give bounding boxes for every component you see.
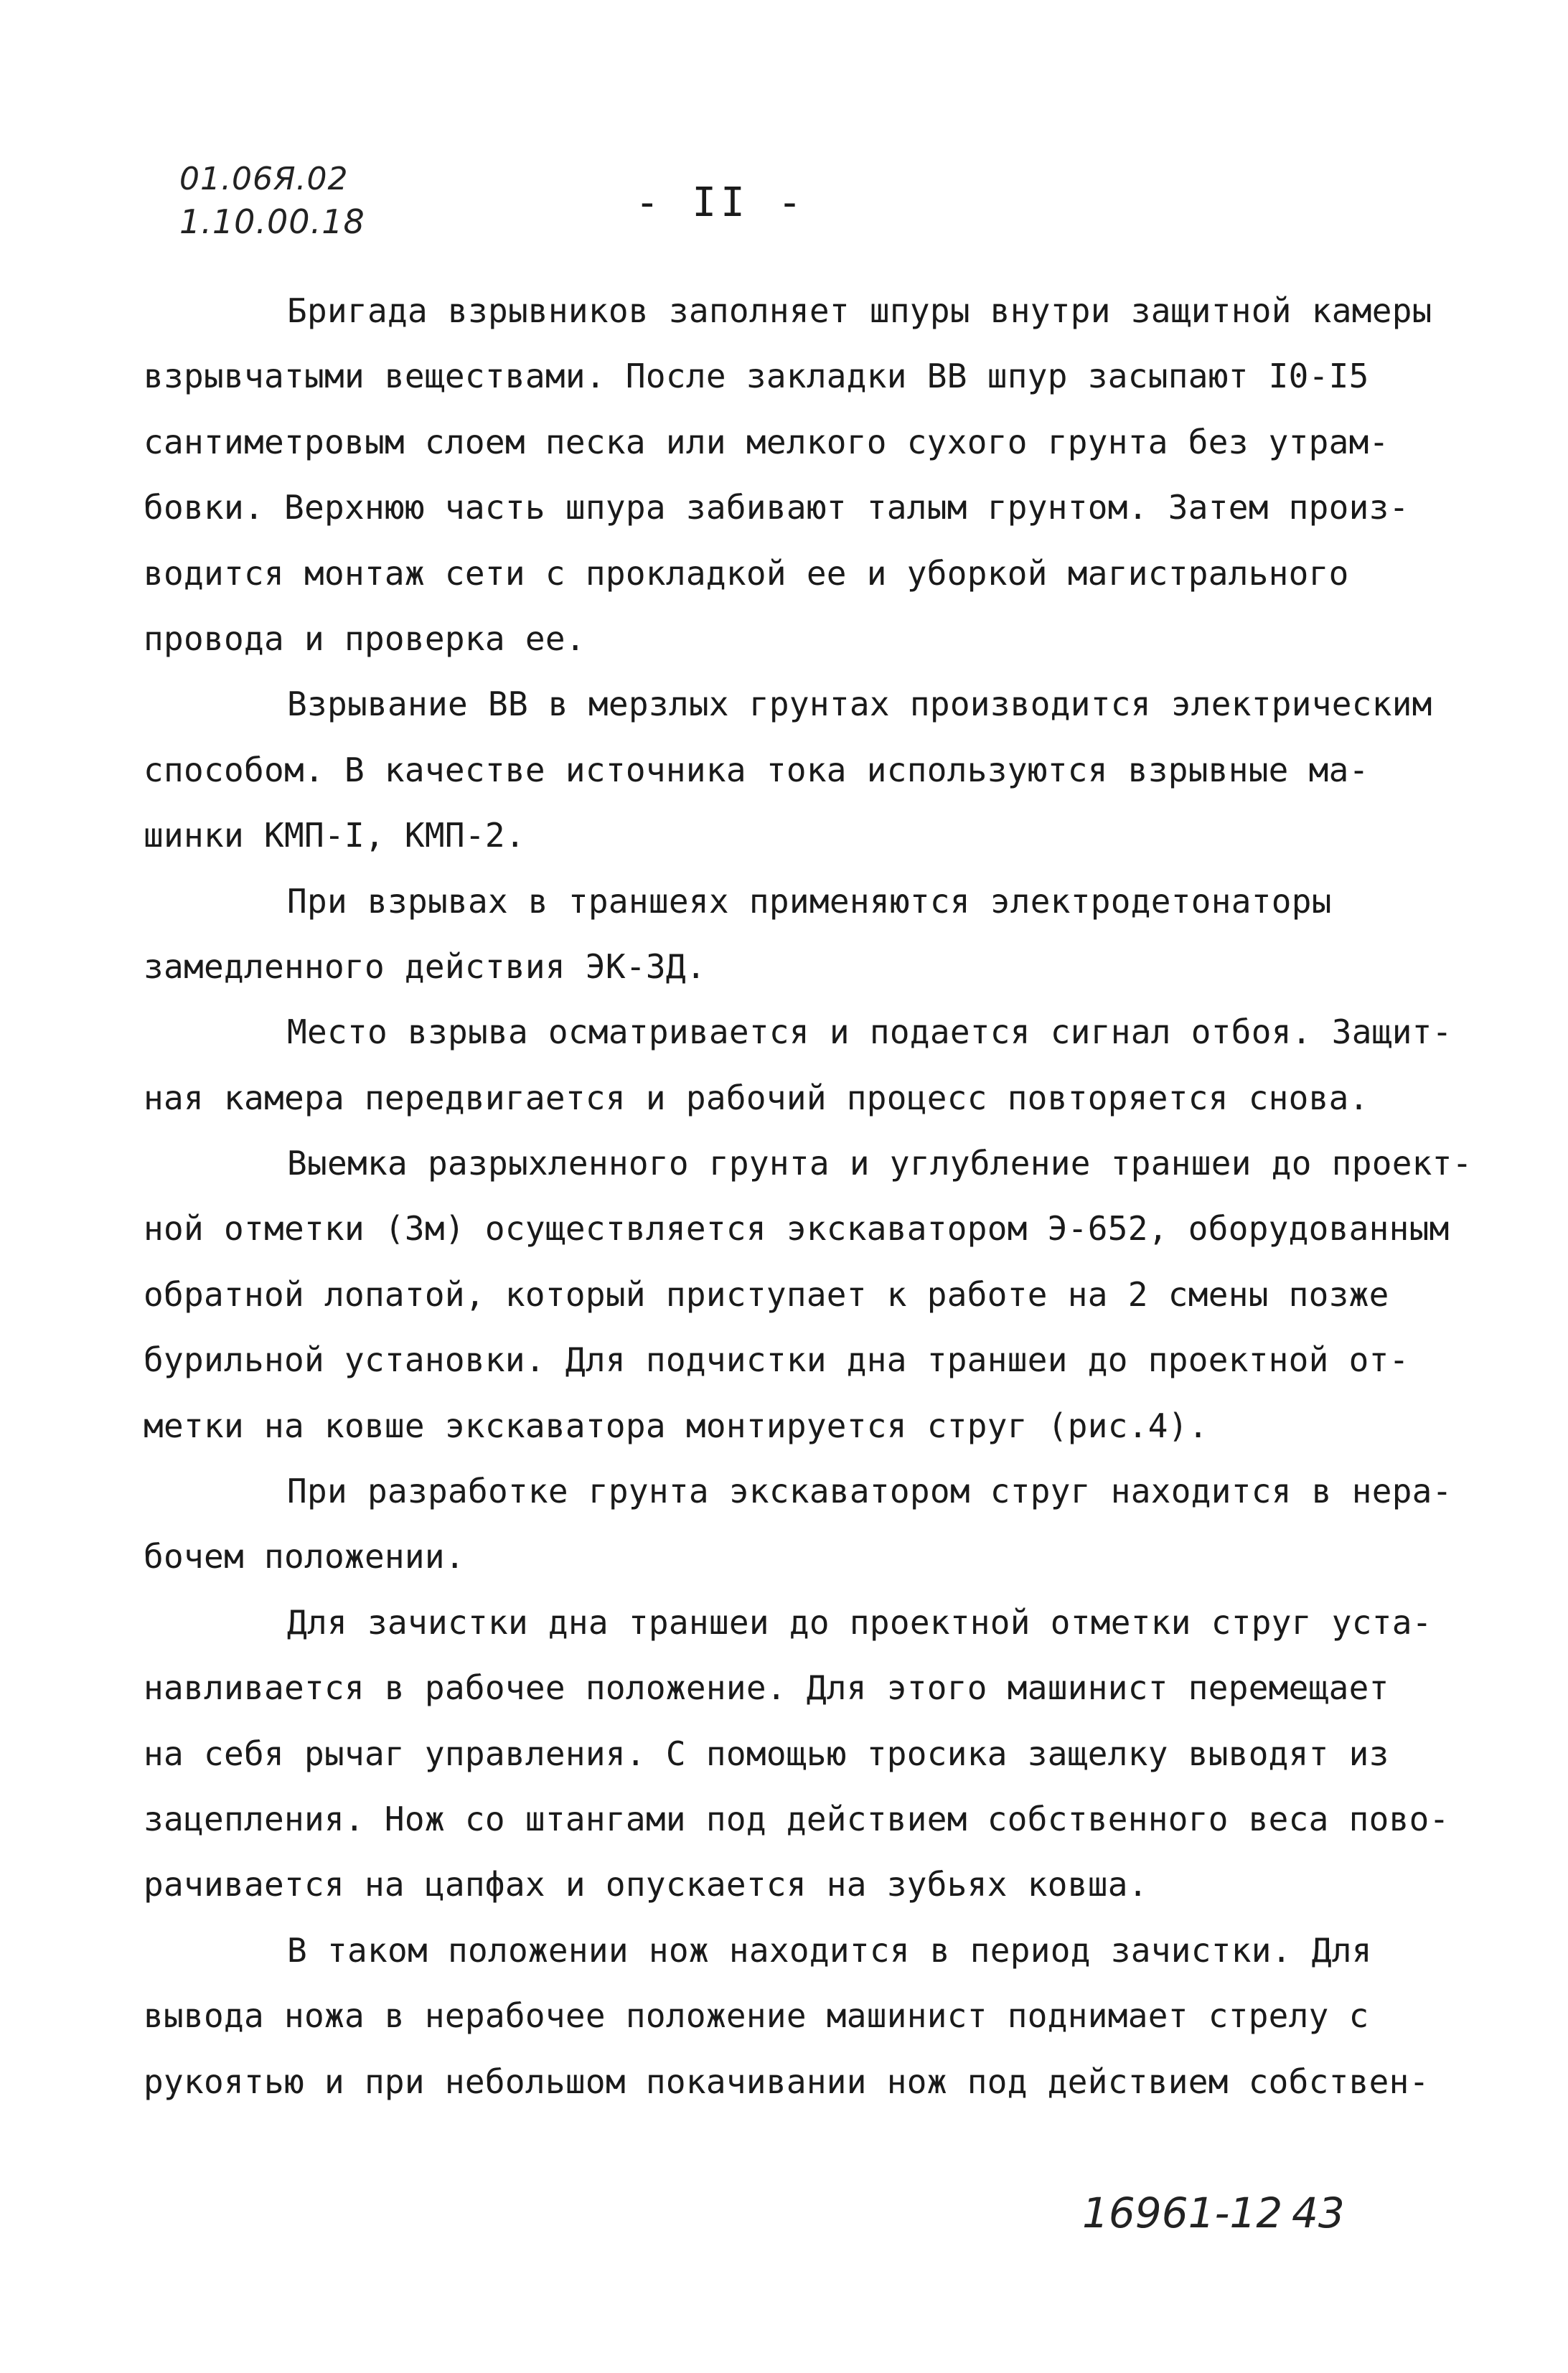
text-line-26: В таком положении нож находится в период зачистки. Для [287,1930,1372,1970]
text-line-20: бочем положении. [144,1537,465,1576]
document-code-line2: 1.10.00.18 [179,202,365,241]
text-line-24: зацепления. Нож со штангами под действием собственного веса пово- [144,1799,1450,1838]
text-line-12: Место взрыва осматривается и подается сигнал отбоя. Защит- [287,1012,1452,1052]
text-line-3: сантиметровым слоем песка или мелкого сухого грунта без утрам- [144,422,1389,461]
document-number: 16961-12 [1082,2189,1283,2237]
text-line-14: Выемка разрыхленного грунта и углубление траншеи до проект- [287,1144,1473,1183]
text-line-28: рукоятью и при небольшом покачивании нож под действием собствен- [144,2062,1429,2101]
sheet-number: 43 [1292,2189,1345,2237]
text-line-15: ной отметки (3м) осуществляется экскаватором Э-652, оборудованным [144,1209,1450,1249]
text-line-10: При взрывах в траншеях применяются электродетонаторы [287,881,1332,921]
text-line-18: метки на ковше экскаватора монтируется струг (рис.4). [144,1406,1208,1445]
text-line-21: Для зачистки дна траншеи до проектной отметки струг уста- [287,1602,1432,1642]
text-line-6: провода и проверка ее. [144,619,586,658]
text-line-22: навливается в рабочее положение. Для этого машинист перемещает [144,1668,1389,1708]
text-line-17: бурильной установки. Для подчистки дна траншеи до проектной от- [144,1340,1409,1380]
text-line-2: взрывчатыми веществами. После закладки ВВ шпур засыпают I0-I5 [144,357,1369,396]
text-line-7: Взрывание ВВ в мерзлых грунтах производится электрическим [287,685,1432,724]
text-line-8: способом. В качестве источника тока используются взрывные ма- [144,750,1369,789]
text-line-4: бовки. Верхнюю часть шпура забивают талым грунтом. Затем произ- [144,488,1409,527]
text-line-19: При разработке грунта экскаватором струг находится в нера- [287,1472,1452,1511]
text-line-5: водится монтаж сети с прокладкой ее и уборкой магистрального [144,553,1349,593]
body-text [144,278,1507,2115]
text-line-11: замедленного действия ЭК-ЗД. [144,946,706,986]
text-line-16: обратной лопатой, который приступает к работе на 2 смены позже [144,1274,1389,1314]
text-line-27: вывода ножа в нерабочее положение машинист поднимает стрелу с [144,1996,1369,2036]
text-line-23: на себя рычаг управления. С помощью тросика защелку выводят из [144,1734,1389,1773]
page-number: - II - [635,179,807,226]
text-line-13: ная камера передвигается и рабочий процесс повторяется снова. [144,1078,1369,1117]
document-code-line1: 01.06Я.02 [179,161,349,197]
text-line-9: шинки КМП-I, КМП-2. [144,816,525,855]
text-line-1: Бригада взрывников заполняет шпуры внутри защитной камеры [287,291,1432,330]
text-line-25: рачивается на цапфах и опускается на зубьях ковша. [144,1865,1148,1904]
